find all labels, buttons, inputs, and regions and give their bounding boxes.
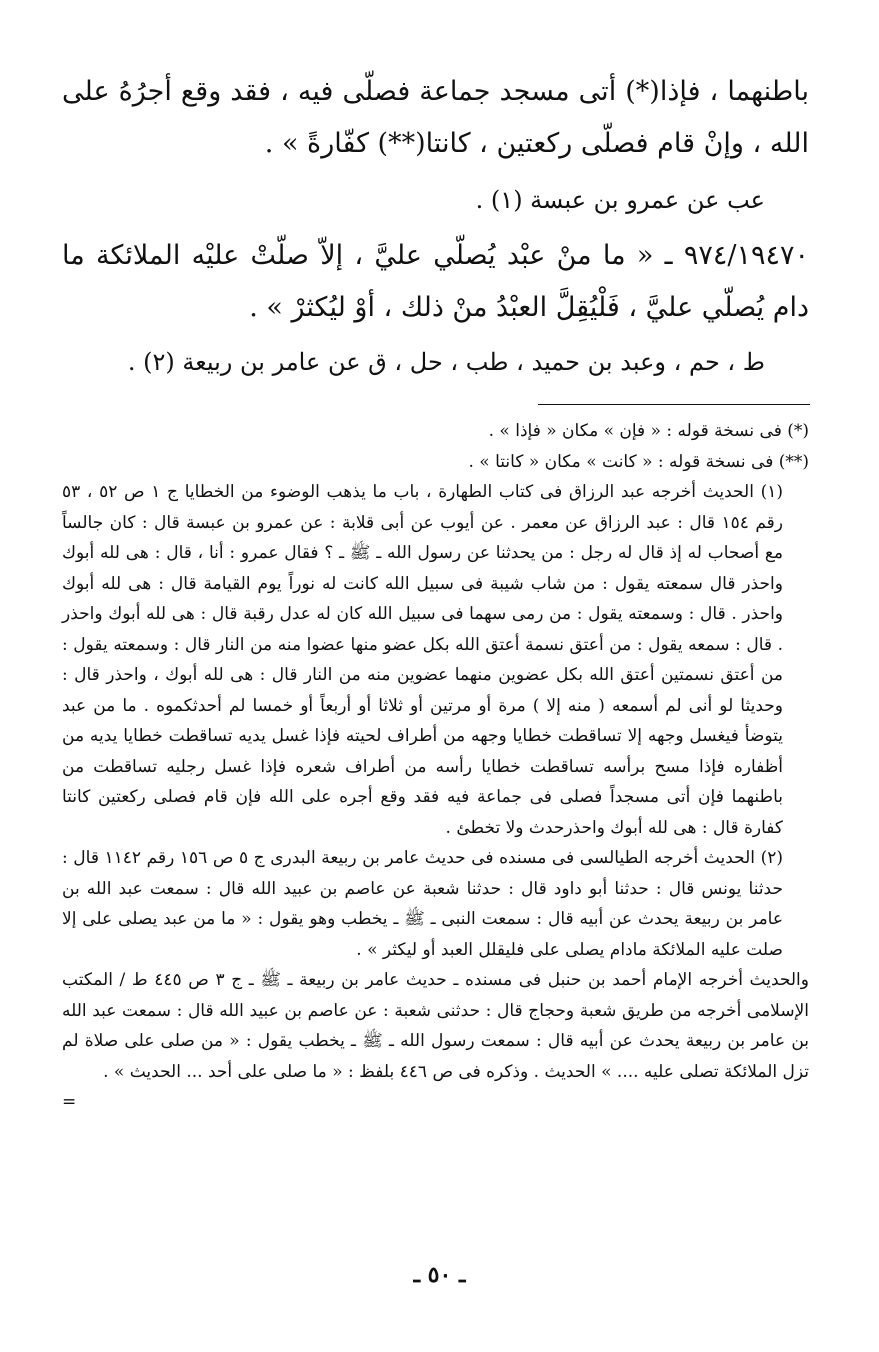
footnote-variant-2: (**) فى نسخة قوله : « كانت » مكان « كانتا » .	[468, 451, 809, 472]
main-text	[62, 66, 809, 384]
footnote-divider	[538, 404, 810, 405]
footnote-variant-1: (*) فى نسخة قوله : « فإن » مكان « فإذا » .	[488, 421, 809, 441]
footnote-2-continued: والحديث أخرجه الإمام أحمد بن حنبل فى مسنده ـ حديث عامر بن ربيعة ـ ﷺ ـ ج ٣ ص ٤٤٥ ط / المكتب الإسلامى أخرجه من طريق شعبة وحجاج قال : حدثنى شعبة : عن عاصم بن عبيد الله قال : سمعت عبد الله بن عامر بن ربيعة يحدث عن أبيه قال : سمعت رسول الله ـ ﷺ ـ يخطب يقول : « من صلى على صلاة لم تزل الملائكة تصلى عليه .... » الحديث . وذكره فى ص ٤٤٦ بلفظ : « ما صلى على أحد ... الحديث » .	[62, 970, 809, 1082]
page-number: ـ ٥٠ ـ	[413, 1262, 466, 1288]
hadith-source-2: ط ، حم ، وعبد بن حميد ، طب ، حل ، ق عن عامر بن ربيعة (٢) .	[127, 348, 765, 376]
footnotes	[62, 416, 809, 1118]
continuation-mark: =	[62, 1092, 77, 1112]
hadith-paragraph-1: باطنهما ، فإذا(*) أتى مسجد جماعة فصلّى فيه ، فقد وقع أجرُهُ على الله ، وإنْ قام فصلّى ركعتين ، كانتا(**) كفّارةً » .	[62, 76, 809, 159]
footnote-1: (١) الحديث أخرجه عبد الرزاق فى كتاب الطهارة ، باب ما يذهب الوضوء من الخطايا ج ١ ص ٥٢ ، ٥٣ رقم ١٥٤ قال : عبد الرزاق عن معمر . عن أيوب عن أبى قلابة : عن عمرو بن عبسة قال : كان جالساً مع أصحاب له إذ قال له رجل : من يحدثنا عن رسول الله ـ ﷺ ـ ؟ فقال عمرو : أنا ، قال : هى لله أبوك واحذر قال سمعته يقول : من شاب شيبة فى سبيل الله كانت له نوراً يوم القيامة قال : هى لله أبوك واحذر . قال : وسمعته يقول : من رمى سهما فى سبيل الله كان له عدل رقبة قال : هى لله أبوك واحذر . قال : سمعه يقول : من أعتق نسمة أعتق الله بكل عضو منها عضوا منه من النار قال : وسمعته يقول : من أعتق نسمتين أعتق الله بكل عضوين منهما عضوين منه من النار قال : هى لله أبوك ، واحذر قال : وحديثا لو أنى لم أسمعه ( منه إلا ) مرة أو مرتين أو ثلاثا أو أربعاً أو خمسا لم أحدثكموه . ما من عبد يتوضأ فيغسل وجهه إلا تساقطت خطايا وجهه من أطراف لحيته فإذا غسل يديه تساقطت خطايا يديه من أظفاره فإذا مسح برأسه تساقطت خطايا رأسه من أطراف شعره فإذا غسل رجليه تساقطت من باطنهما فإن أتى مسجداً فصلى فى جماعة فيه فقد وقع أجره على الله فإن قام فصلى ركعتين كانتا كفارة قال : هى لله أبوك واحذرحدث ولا تخطئ .	[62, 482, 784, 838]
hadith-paragraph-2: ٩٧٤/١٩٤٧٠ ـ « ما منْ عبْد يُصلّي عليَّ ، إلاّ صلّتْ عليْه الملائكة ما دام يُصلّي عليَّ ، فَلْيُقِلَّ العبْدُ منْ ذلك ، أوْ ليُكثرْ » .	[62, 240, 809, 323]
hadith-source-1: عب عن عمرو بن عبسة (١) .	[475, 186, 765, 214]
footnote-2: (٢) الحديث أخرجه الطيالسى فى مسنده فى حديث عامر بن ربيعة البدرى ج ٥ ص ١٥٦ رقم ١١٤٢ قال : حدثنا يونس قال : حدثنا أبو داود قال : حدثنا شعبة عن عاصم بن عبيد الله قال : سمعت عبد الله بن عامر بن ربيعة يحدث عن أبيه قال : سمعت النبى ـ ﷺ ـ يخطب وهو يقول : « ما من عبد يصلى على إلا صلت عليه الملائكة مادام يصلى على فليقلل العبد أو ليكثر » .	[62, 848, 783, 960]
